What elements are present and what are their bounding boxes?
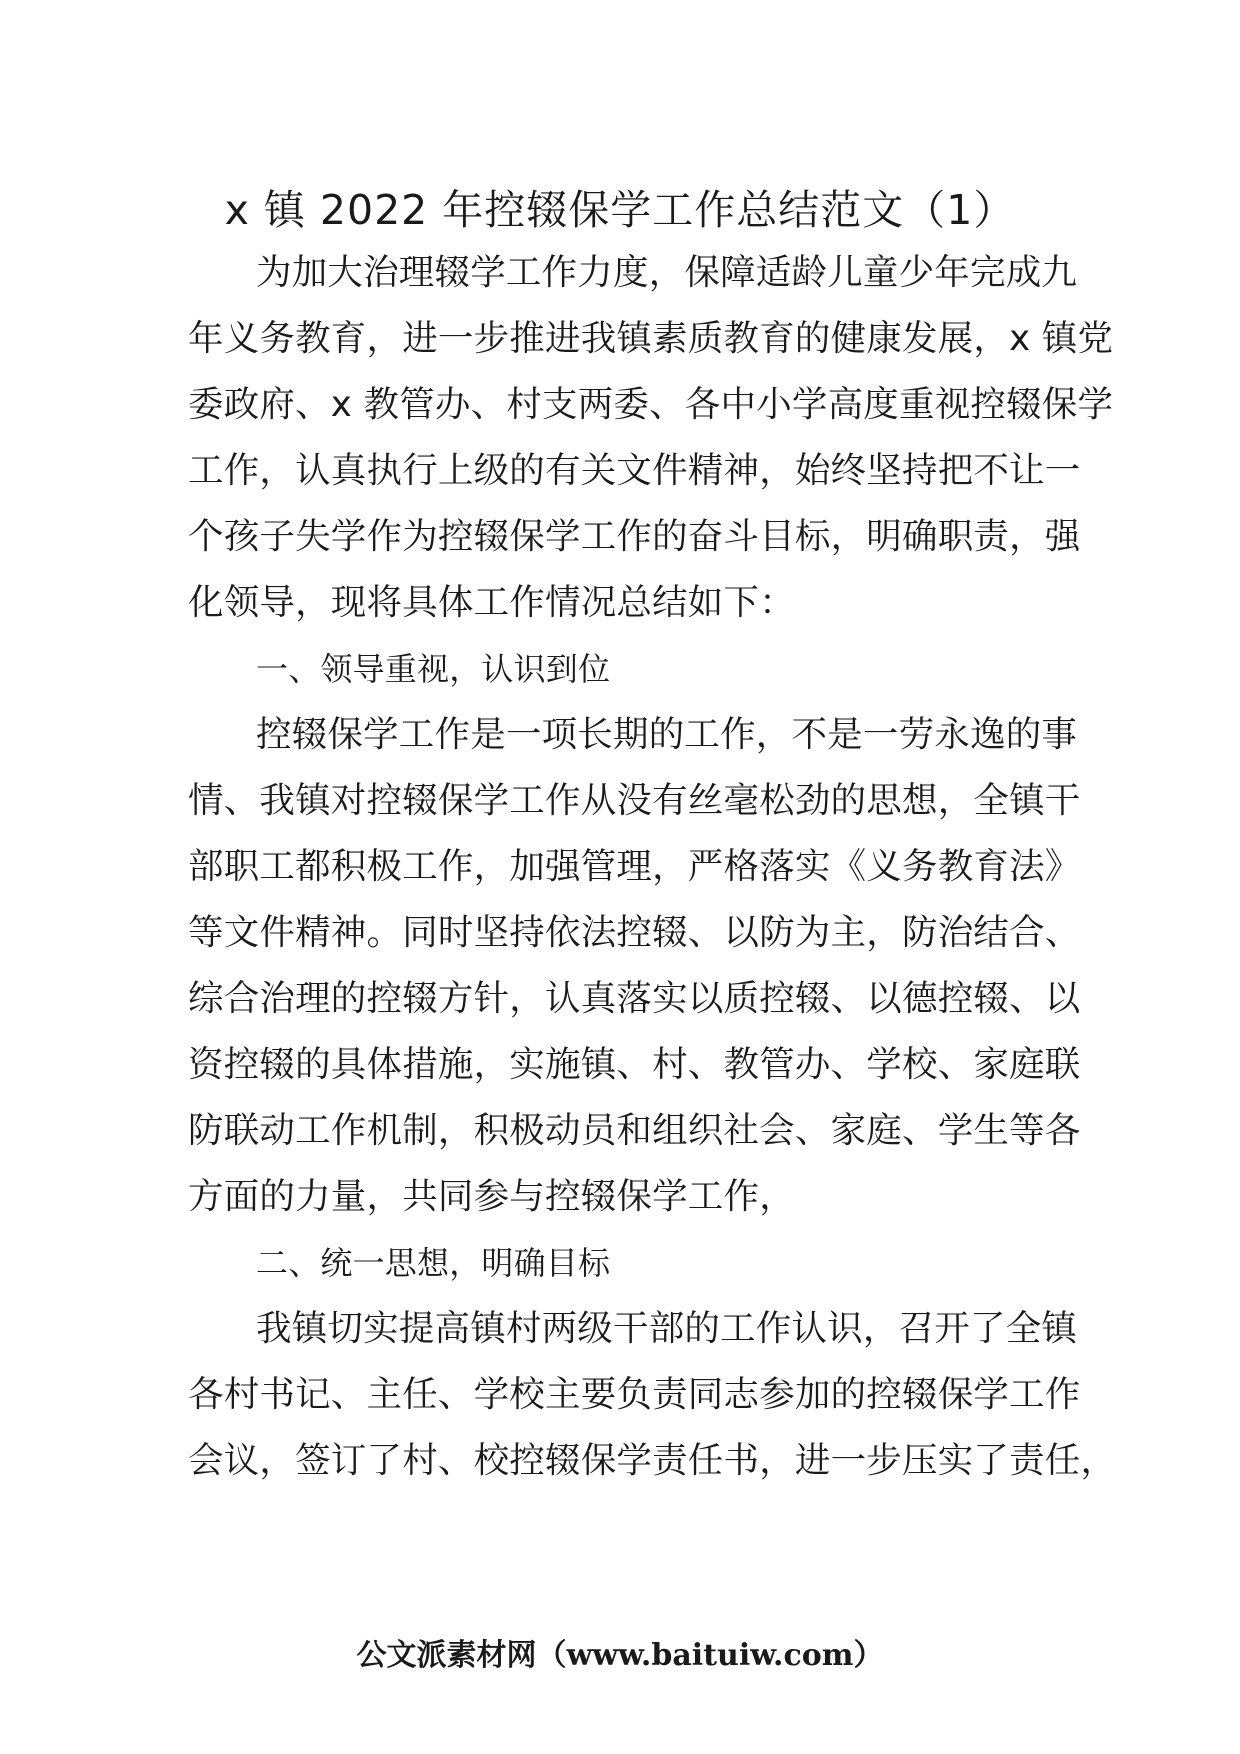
paragraph-line: 资控辍的具体措施，实施镇、村、教管办、学校、家庭联 bbox=[188, 1044, 1081, 1085]
paragraph-line: 委政府、x 教管办、村支两委、各中小学高度重视控辍保学 bbox=[188, 384, 1114, 425]
footer-watermark: 公文派素材网（www.baituiw.com） bbox=[356, 1638, 884, 1673]
paragraph-line: 情、我镇对控辍保学工作从没有丝毫松劲的思想，全镇干 bbox=[188, 780, 1081, 821]
paragraph-line: 个孩子失学作为控辍保学工作的奋斗目标，明确职责，强 bbox=[188, 516, 1081, 557]
section-heading-2: 二、统一思想，明确目标 bbox=[256, 1244, 611, 1282]
paragraph-line: 方面的力量，共同参与控辍保学工作， bbox=[188, 1176, 795, 1217]
paragraph-line: 化领导，现将具体工作情况总结如下： bbox=[188, 582, 795, 623]
paragraph-line: 各村书记、主任、学校主要负责同志参加的控辍保学工作 bbox=[188, 1374, 1081, 1415]
paragraph-line: 综合治理的控辍方针，认真落实以质控辍、以德控辍、以 bbox=[188, 978, 1081, 1019]
paragraph-line: 我镇切实提高镇村两级干部的工作认识，召开了全镇 bbox=[256, 1308, 1078, 1349]
paragraph-line: 等文件精神。同时坚持依法控辍、以防为主，防治结合、 bbox=[188, 912, 1081, 953]
section-heading-1: 一、领导重视，认识到位 bbox=[256, 650, 611, 688]
document-body bbox=[188, 240, 1117, 1494]
paragraph-line: 控辍保学工作是一项长期的工作，不是一劳永逸的事 bbox=[256, 714, 1078, 755]
paragraph-line: 防联动工作机制，积极动员和组织社会、家庭、学生等各 bbox=[188, 1110, 1081, 1151]
paragraph-line: 会议，签订了村、校控辍保学责任书，进一步压实了责任， bbox=[188, 1440, 1117, 1481]
paragraph-line: 年义务教育，进一步推进我镇素质教育的健康发展，x 镇党 bbox=[188, 318, 1114, 359]
document-title: x 镇 2022 年控辍保学工作总结范文（1） bbox=[224, 186, 1016, 234]
paragraph-line: 工作，认真执行上级的有关文件精神，始终坚持把不让一 bbox=[188, 450, 1081, 491]
paragraph-line: 为加大治理辍学工作力度，保障适龄儿童少年完成九 bbox=[256, 252, 1078, 293]
paragraph-line: 部职工都积极工作，加强管理，严格落实《义务教育法》 bbox=[188, 846, 1081, 887]
